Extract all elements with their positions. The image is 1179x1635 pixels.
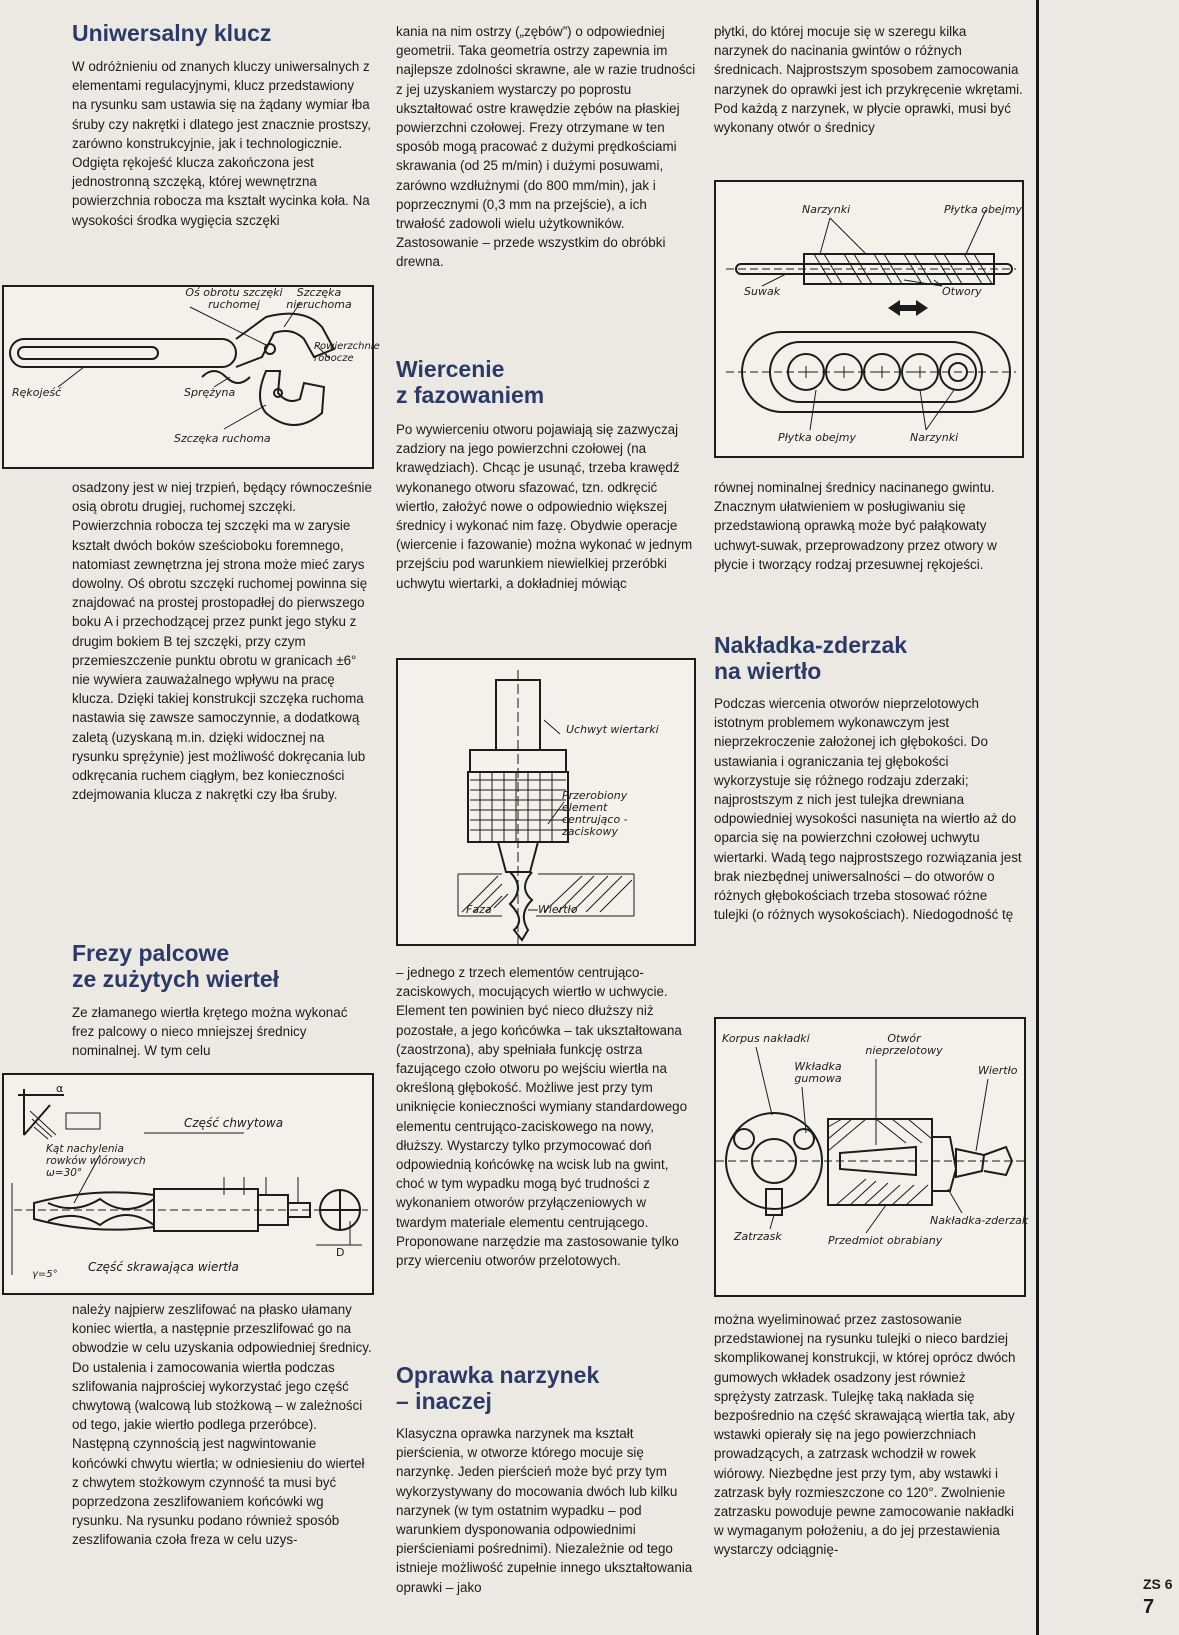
label-os-obrotu: Oś obrotu szczęki ruchomej (185, 286, 283, 311)
figure-chuck (396, 658, 696, 946)
paragraph: można wyeliminować przez zastosowanie przedstawionej na rysunku tulejki o nieco bardziej skomplikowanej konstrukcji, w której oprócz dwóch gumowych wkładek osadzony jest również sprężysty zatrzask. Tulejkę taką nakłada się bezpośrednio na część skrawającą wiertła tak, aby wstawki opierały się na jego powierzchniach prowadzących, a zatrzask wchodził w rowek wiórowy. Niezbędne jest przy tym, aby wstawki i zatrzask były rozmieszczone co 120°. Zwolnienie zatrzasku powoduje pewne zamocowanie nakładki w wymaganym położeniu, a do jej przestawienia wystarczy odciągnię- (714, 1312, 1016, 1558)
heading-nakladka-zderzak: Nakładka-zderzak na wiertło (714, 632, 908, 684)
die-holder-drawing (716, 182, 1022, 456)
heading-wiercenie: Wiercenie z fazowaniem (396, 356, 545, 408)
label-otwory: Otwory (942, 285, 982, 298)
label-zatrzask: Zatrzask (734, 1230, 782, 1243)
label-czesc-skrawajaca: Część skrawająca wiertła (88, 1260, 239, 1274)
paragraph: osadzony jest w niej trzpień, będący równocześnie osią obrotu drugiej, ruchomej szczęki. Powierzchnia robocza tej szczęki ma w zarysie kształt dwóch boków sześcioboku foremnego, natomiast zewnętrzna jej strona może mieć zarys dowolny. Oś obrotu szczęki ruchomej powinna się znajdować na prostej prostopadłej do pierwszego boku A i przechodzącej przez punkt jego styku z drugim bokiem B tej szczęki, przy czym przemieszczenie punktu obrotu w granicach ±6° nie wywiera zauważalnego wpływu na pracę klucza. Dzięki takiej konstrukcji szczęka ruchoma nastawia się zawsze samoczynnie, a dodatkową zaletą (uzyskaną m.in. dzięki widocznej na rysunku sprężynie) jest możliwość dokręcania lub odkręcania ruchem ciągłym, bez konieczności zdejmowania klucza z nakrętki czy łba śruby. (72, 480, 372, 803)
paragraph: W odróżnieniu od znanych kluczy uniwersalnych z elementami regulacyjnymi, klucz przedstawiony na rysunku sam ustawia się na żądany wymiar łba śruby czy nakrętki i dlatego jest znacznie prostszy, zarówno konstrukcyjnie, jak i technologicznie. Odgięta rękojeść klucza zakończona jest jednostronną szczęką, której wewnętrzna powierzchnia robocza ma kształt wycinka koła. Na wysokości środka wygięcia szczęki (72, 59, 371, 228)
label-d: D (336, 1246, 345, 1259)
label-suwak: Suwak (744, 285, 781, 298)
label-narzynki-top: Narzynki (802, 203, 851, 216)
paragraph: – jednego z trzech elementów centrująco-zaciskowych, mocujących wiertło w uchwycie. Element ten powinien być nieco dłuższy niż pozostałe, a jego końcówka – tak ukształtowana (zaostrzona), aby spełniała funkcję ostrza fazującego czoło otworu po wejściu wiertła na określoną głębokość. Możliwe jest przy tym uniknięcie konieczności wymiany standardowego elementu centrująco-zaciskowego na nowy, dłuższy. Wystarczy tylko przymocować doń odpowiednią końcówkę na wcisk lub na gwint, choć w tym wypadku mogą być trudności z wykonaniem otworów przyłączeniowych w twardym materiale elementu centrującego. Proponowane narzędzie ma zastosowanie tylko przy wierceniu otworów przelotowych. (396, 965, 688, 1269)
heading-frezy-palcowe: Frezy palcowe ze zużytych wierteł (72, 940, 280, 992)
figure-end-mill (2, 1073, 374, 1295)
paragraph: kania na nim ostrzy („zębów”) o odpowiedniej geometrii. Taka geometria ostrzy zapewnia im najlepsze zdolności skrawne, ale w razie trudności z jej uzyskaniem wystarczy po poprostu ukształtować ostre krawędzie zębów na płaskiej powierzchni czołowej. Frezy otrzymane w ten sposób mogą pracować z dużymi prędkościami skrawania (od 25 m/min) i dużymi posuwami, zarówno wzdłużnymi (do 800 mm/min), jak i poprzecznymi (0,3 mm na przejście), a ich trwałość zadowoli wielu użytkowników. Zastosowanie – przede wszystkim do obróbki drewna. (396, 24, 696, 270)
label-uchwyt-wiertarki: Uchwyt wiertarki (566, 723, 659, 736)
paragraph: Po wywierceniu otworu pojawiają się zazwyczaj zadziory na jego powierzchni czołowej (na krawędziach). Chcąc je usunąć, trzeba krawędź wykonanego otworu sfazować, tzn. odkręcić wiertło, założyć nowe o odpowiednio większej średnicy i wykonać nim fazę. Obydwie operacje (wiercenie i fazowanie) można wykonać w jednym przejściu pod warunkiem niewielkiej przeróbki uchwytu wiertarki, a dokładniej mówiąc (396, 422, 693, 591)
label-wkladka-gumowa: Wkładka gumowa (794, 1060, 842, 1085)
label-korpus-nakladki: Korpus nakładki (722, 1032, 810, 1045)
paragraph: Podczas wiercenia otworów nieprzelotowych istotnym problemem wykonawczym jest nieprzekroczenie założonej ich głębokości. Do ustawiania i ograniczania tej głębokości wykorzystuje się różnego rodzaju zderzaki; najprostszym z nich jest tulejka drewniana odpowiedniej wysokości nasunięta na wiertło aż do oparcia się na powierzchni czołowej uchwytu wiertarki. Wadą tego najprostszego rozwiązania jest brak niezbędnej uniwersalności – do otworów o różnych głębokościach trzeba stosować różne tulejki (o różnych wysokościach). Niedogodność tę (714, 696, 1022, 923)
paragraph: Klasyczna oprawka narzynek ma kształt pierścienia, w otworze którego mocuje się narzynkę. Jeden pierścień może być przy tym wykorzystywany do mocowania dwóch lub kilku narzynek (w tym ostatnim wypadku – pod warunkiem dysponowania odpowiednimi pierścieniami pośrednimi). Niezależnie od tego istnieje możliwość zupełnie innego ukształtowania oprawki – jako (396, 1426, 693, 1595)
label-przedmiot-obrabiany: Przedmiot obrabiany (828, 1234, 943, 1247)
label-rekojesc: Rękojeść (12, 386, 62, 399)
page-number: 7 (1143, 1596, 1155, 1618)
label-sprezyna: Sprężyna (184, 386, 236, 399)
figure-wrench (2, 285, 380, 469)
paragraph: Ze złamanego wiertła krętego można wykonać frez palcowy o nieco mniejszej średnicy nominalnej. W tym celu (72, 1005, 348, 1059)
figure-die-holder (714, 180, 1024, 458)
paragraph: płytki, do której mocuje się w szeregu kilka narzynek do nacinania gwintów o różnych średnicach. Najprostszym sposobem zamocowania narzynek do oprawki jest ich przykręcenie wkrętami. Pod każdą z narzynek, w płycie oprawki, musi być wykonany otwór o średnicy (714, 24, 1023, 136)
label-wiertlo: Wiertło (538, 903, 578, 916)
label-przerobiony-element: Przerobiony element centrująco -zaciskowy (562, 789, 628, 838)
page-code: ZS 6 (1143, 1576, 1173, 1592)
label-powierzchnie-robocze: Powierzchnie robocze (314, 341, 380, 364)
label-alpha: α (56, 1082, 64, 1095)
column-rule (1036, 0, 1039, 1635)
label-kat-nachylenia: Kąt nachylenia rowków wiórowych ω=30° (46, 1143, 146, 1179)
label-otwor-nieprzelotowy: Otwór nieprzelotowy (865, 1032, 943, 1057)
label-plytka-obejmy-bottom: Płytka obejmy (778, 431, 856, 444)
label-narzynki-bottom: Narzynki (910, 431, 959, 444)
paragraph: należy najpierw zeszlifować na płasko ułamany koniec wiertła, a następnie przeszlifować go na obwodzie w celu uzyskania odpowiedniej średnicy. Do ustalenia i zamocowania wiertła podczas szlifowania najprościej wykorzystać jego część chwytową (walcową lub stożkową – w zależności od tego, jakie wiertło podlega przeróbce). Następną czynnością jest nagwintowanie końcówki chwytu wiertła; w odniesieniu do wierteł z chwytem stożkowym czynność ta musi być poprzedzona zeszlifowaniem końcówki wg rysunku. Na rysunku podano również sposób zeszlifowania czoła freza w celu uzys- (72, 1302, 372, 1548)
heading-uniwersalny-klucz: Uniwersalny klucz (72, 20, 272, 46)
label-czesc-chwytowa: Część chwytowa (184, 1116, 284, 1130)
label-wiertlo: Wiertło (978, 1064, 1018, 1077)
label-gamma: γ=5° (32, 1269, 58, 1280)
label-nakladka-zderzak: Nakładka-zderzak (930, 1214, 1029, 1227)
label-szczeka-nieruchoma: Szczęka nieruchoma (286, 286, 352, 311)
label-plytka-obejmy-top: Płytka obejmy (944, 203, 1022, 216)
heading-oprawka-narzynek: Oprawka narzynek – inaczej (396, 1362, 600, 1414)
figure-drill-stop (714, 1017, 1029, 1297)
paragraph: równej nominalnej średnicy nacinanego gwintu. Znacznym ułatwieniem w posługiwaniu się przedstawioną oprawką może być pałąkowaty uchwyt-suwak, przeprowadzony przez otwory w płycie i tworzący rodzaj przesuwnej rękojeści. (714, 480, 997, 572)
label-szczeka-ruchoma: Szczęka ruchoma (174, 432, 271, 445)
label-faza: Faza (466, 903, 492, 916)
drill-stop-drawing (716, 1019, 1024, 1295)
